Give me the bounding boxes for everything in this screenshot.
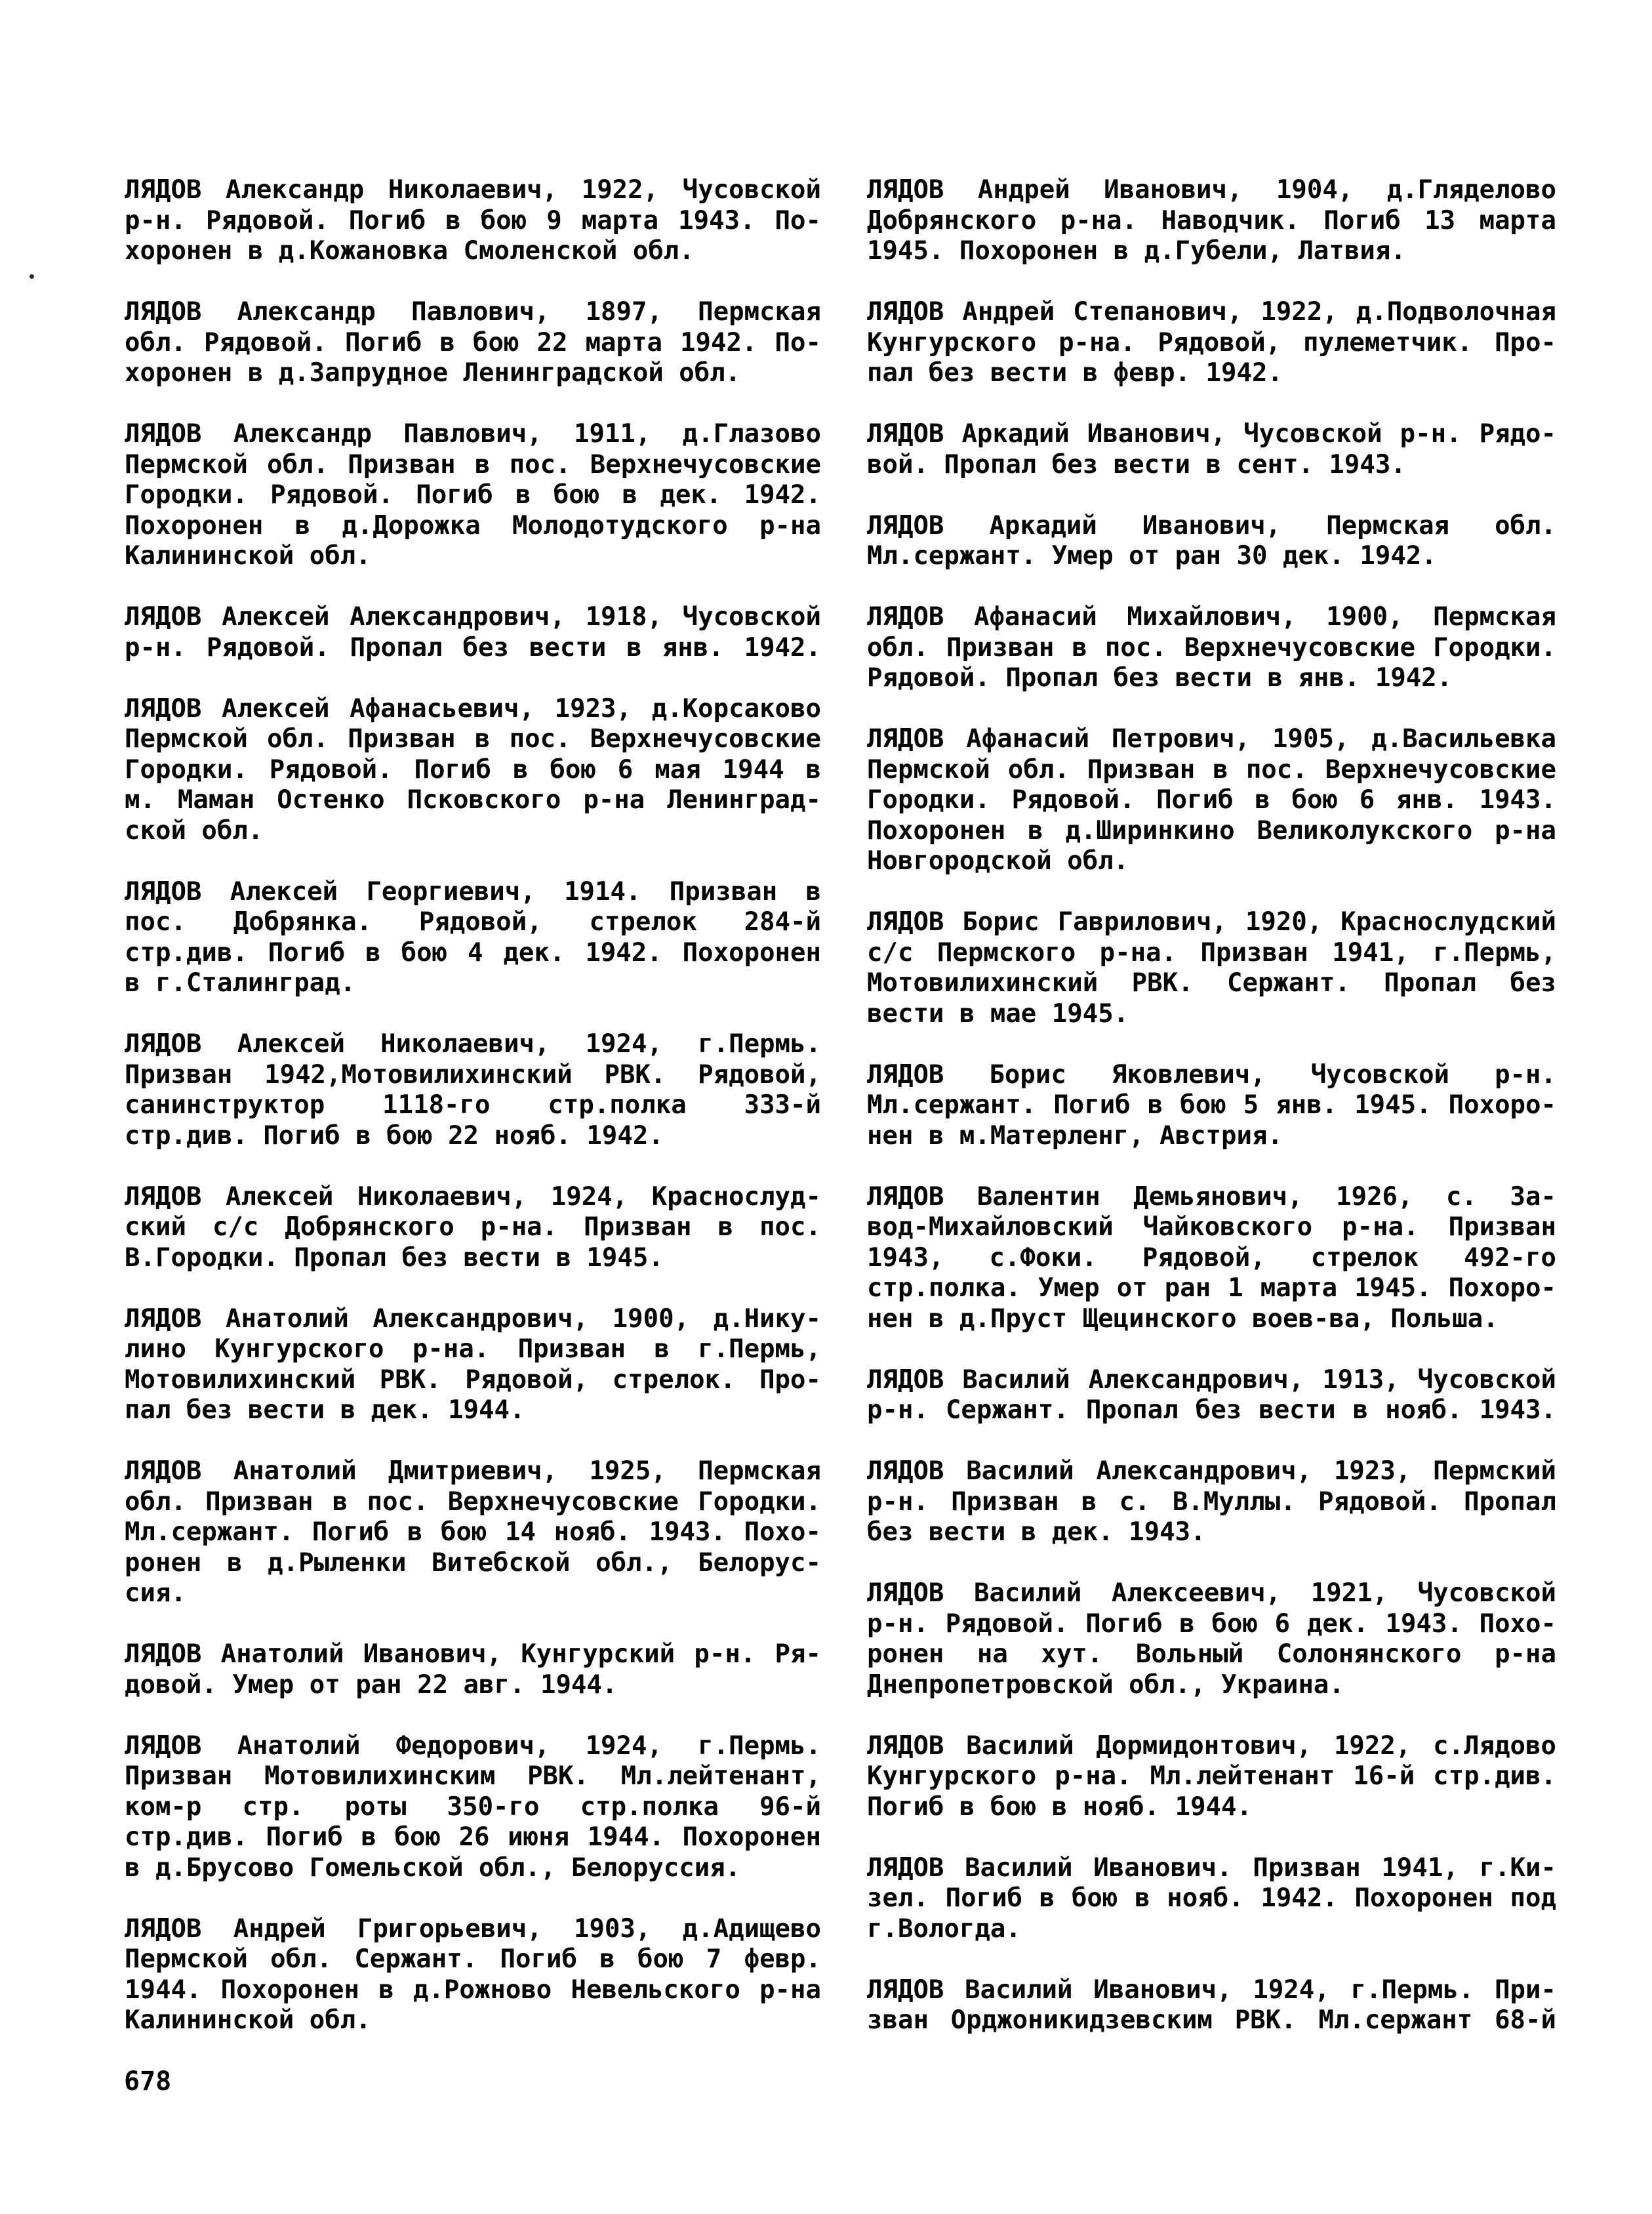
entry-line: ЛЯДОВ Алексей Николаевич, 1924, г.Пермь. [125, 1029, 821, 1059]
entry-line: ронен в д.Рыленки Витебской обл., Белорус- [125, 1548, 821, 1578]
memorial-entry [125, 1456, 821, 1609]
entry-line: хоронен в д.Кожановка Смоленской обл. [125, 236, 695, 266]
entry-line: ЛЯДОВ Афанасий Михайлович, 1900, Пермская [867, 602, 1556, 632]
entry-line: ЛЯДОВ Василий Дормидонтович, 1922, с.Лядово [867, 1731, 1556, 1761]
entry-line: ЛЯДОВ Василий Александрович, 1913, Чусовской [867, 1364, 1556, 1395]
entry-line: Мотовилихинский РВК. Рядовой, стрелок. Про- [125, 1364, 821, 1395]
ink-speck [30, 274, 34, 279]
entry-line: Мл.сержант. Погиб в бою 14 нояб. 1943. Похо- [125, 1517, 821, 1547]
entry-line: ЛЯДОВ Андрей Иванович, 1904, д.Гляделово [867, 175, 1556, 205]
memorial-entry [125, 297, 821, 389]
entry-line: Рядовой. Пропал без вести в янв. 1942. [867, 663, 1453, 693]
memorial-entry [867, 1578, 1556, 1700]
entry-line: Похоронен в д.Дорожка Молодотудского р-на [125, 510, 821, 541]
entry-line: обл. Призван в пос. Верхнечусовские Городки. [125, 1486, 821, 1517]
entry-line: Пермской обл. Призван в пос. Верхнечусовские [125, 449, 821, 480]
entry-line: ЛЯДОВ Андрей Григорьевич, 1903, д.Адищево [125, 1914, 821, 1944]
right-column [867, 175, 1556, 2066]
entry-line: стр.див. Погиб в бою 4 дек. 1942. Похоронен [125, 937, 821, 968]
memorial-entry [867, 175, 1556, 267]
entry-line: ЛЯДОВ Анатолий Дмитриевич, 1925, Пермская [125, 1456, 821, 1486]
entry-line: стр.див. Погиб в бою 22 нояб. 1942. [125, 1120, 664, 1151]
entry-line: 1945. Похоронен в д.Губели, Латвия. [867, 236, 1406, 266]
entry-line: нен в д.Пруст Щецинского воев-ва, Польша. [867, 1303, 1499, 1334]
entry-line: обл. Рядовой. Погиб в бою 22 марта 1942. По- [125, 327, 821, 358]
entry-line: ЛЯДОВ Андрей Степанович, 1922, д.Подволочная [867, 297, 1556, 327]
memorial-entry [867, 602, 1556, 694]
memorial-entry [867, 907, 1556, 1029]
entry-line: ЛЯДОВ Александр Павлович, 1911, д.Глазово [125, 419, 821, 449]
entry-line: Призван 1942,Мотовилихинский РВК. Рядовой, [125, 1059, 821, 1090]
entry-line: Мл.сержант. Умер от ран 30 дек. 1942. [867, 541, 1437, 571]
entry-line: Мл.сержант. Погиб в бою 5 янв. 1945. Похоро- [867, 1090, 1556, 1120]
entry-line: ЛЯДОВ Борис Гаврилович, 1920, Краснослудский [867, 907, 1556, 937]
entry-line: ЛЯДОВ Василий Алексеевич, 1921, Чусовской [867, 1578, 1556, 1608]
entry-line: Новгородской обл. [867, 846, 1129, 876]
memorial-entry [867, 724, 1556, 877]
entry-line: Мотовилихинский РВК. Сержант. Пропал без [867, 968, 1556, 998]
memorial-entry [867, 1365, 1556, 1426]
entry-line: г.Вологда. [867, 1914, 1021, 1944]
entry-line: зел. Погиб в бою в нояб. 1942. Похоронен под [867, 1883, 1556, 1913]
entry-line: санинструктор 1118-го стр.полка 333-й [125, 1090, 821, 1120]
entry-line: Калининской обл. [125, 2005, 371, 2035]
entry-line: Городки. Рядовой. Погиб в бою 6 мая 1944 в [125, 754, 821, 785]
memorial-entry [125, 694, 821, 847]
entry-line: р-н. Призван в с. В.Муллы. Рядовой. Пропал [867, 1486, 1556, 1517]
entry-line: стр.полка. Умер от ран 1 марта 1945. Похоро- [867, 1273, 1556, 1303]
memorial-entry [125, 1731, 821, 1884]
entry-line: р-н. Рядовой. Пропал без вести в янв. 1942. [125, 632, 821, 663]
memorial-entry [125, 877, 821, 999]
entry-line: ЛЯДОВ Борис Яковлевич, Чусовской р-н. [867, 1059, 1556, 1090]
entry-line: ронен на хут. Вольный Солонянского р-на [867, 1639, 1556, 1669]
memorial-entry [867, 1853, 1556, 1945]
entry-line: с/с Пермского р-на. Призван 1941, г.Пермь, [867, 937, 1556, 968]
memorial-entry [125, 175, 821, 267]
page-number: 678 [124, 2066, 172, 2097]
entry-line: ЛЯДОВ Алексей Афанасьевич, 1923, д.Корсаково [125, 693, 821, 724]
entry-line: ЛЯДОВ Алексей Николаевич, 1924, Краснослуд- [125, 1181, 821, 1212]
entry-line: вод-Михайловский Чайковского р-на. Призван [867, 1212, 1556, 1242]
entry-line: Калининской обл. [125, 541, 371, 571]
entry-line: хоронен в д.Запрудное Ленинградской обл. [125, 358, 741, 388]
entry-line: ЛЯДОВ Алексей Георгиевич, 1914. Призван в [125, 876, 821, 907]
entry-line: ЛЯДОВ Василий Иванович, 1924, г.Пермь. При- [867, 1975, 1556, 2005]
entry-line: довой. Умер от ран 22 авг. 1944. [125, 1670, 618, 1700]
entry-line: зван Орджоникидзевским РВК. Мл.сержант 68-й [867, 2005, 1556, 2035]
entry-line: в г.Сталинград. [125, 968, 356, 998]
entry-line: Кунгурского р-на. Рядовой, пулеметчик. Про- [867, 327, 1556, 358]
entry-line: Добрянского р-на. Наводчик. Погиб 13 марта [867, 205, 1556, 236]
entry-line: пал без вести в дек. 1944. [125, 1395, 525, 1425]
entry-line: Кунгурского р-на. Мл.лейтенант 16-й стр.див. [867, 1761, 1556, 1791]
entry-line: 1943, с.Фоки. Рядовой, стрелок 492-го [867, 1242, 1556, 1273]
entry-line: ЛЯДОВ Анатолий Иванович, Кунгурский р-н. Ря- [125, 1639, 821, 1669]
memorial-entry [867, 1456, 1556, 1548]
entry-line: без вести в дек. 1943. [867, 1517, 1206, 1547]
memorial-entry [125, 1639, 821, 1700]
entry-line: пос. Добрянка. Рядовой, стрелок 284-й [125, 907, 821, 937]
entry-line: в д.Брусово Гомельской обл., Белоруссия. [125, 1853, 741, 1883]
entry-line: В.Городки. Пропал без вести в 1945. [125, 1242, 664, 1273]
entry-line: ЛЯДОВ Афанасий Петрович, 1905, д.Васильевка [867, 724, 1556, 754]
entry-line: сия. [125, 1578, 186, 1608]
memorial-entry [867, 1975, 1556, 2036]
memorial-entry [125, 1914, 821, 2036]
entry-line: 1944. Похоронен в д.Рожново Невельского р-на [125, 1975, 821, 2005]
entry-line: обл. Призван в пос. Верхнечусовские Городки. [867, 632, 1556, 663]
entry-line: ЛЯДОВ Василий Иванович. Призван 1941, г.Ки- [867, 1853, 1556, 1883]
entry-line: ЛЯДОВ Александр Николаевич, 1922, Чусовской [125, 175, 821, 205]
entry-line: Пермской обл. Сержант. Погиб в бою 7 февр. [125, 1944, 821, 1974]
entry-line: ЛЯДОВ Александр Павлович, 1897, Пермская [125, 297, 821, 327]
left-column [125, 175, 821, 2066]
entry-line: Городки. Рядовой. Погиб в бою 6 янв. 1943. [867, 785, 1556, 815]
entry-line: вести в мае 1945. [867, 998, 1129, 1029]
entry-line: ЛЯДОВ Василий Александрович, 1923, Пермский [867, 1456, 1556, 1486]
entry-line: Пермской обл. Призван в пос. Верхнечусовские [867, 754, 1556, 785]
entry-line: Пермской обл. Призван в пос. Верхнечусовские [125, 724, 821, 754]
entry-line: р-н. Рядовой. Погиб в бою 6 дек. 1943. Похо- [867, 1609, 1556, 1639]
entry-line: ЛЯДОВ Аркадий Иванович, Чусовской р-н. Рядо- [867, 419, 1556, 449]
entry-line: ЛЯДОВ Аркадий Иванович, Пермская обл. [867, 510, 1556, 541]
entry-line: Днепропетровской обл., Украина. [867, 1670, 1344, 1700]
memorial-entry [125, 1029, 821, 1151]
memorial-entry [867, 1182, 1556, 1335]
memorial-entry [867, 1731, 1556, 1823]
memorial-entry [125, 602, 821, 663]
entry-line: ЛЯДОВ Анатолий Федорович, 1924, г.Пермь. [125, 1731, 821, 1761]
entry-line: нен в м.Матерленг, Австрия. [867, 1120, 1283, 1151]
entry-line: пал без вести в февр. 1942. [867, 358, 1283, 388]
entry-line: Городки. Рядовой. Погиб в бою в дек. 1942. [125, 480, 821, 510]
entry-line: ЛЯДОВ Анатолий Александрович, 1900, д.Нику- [125, 1303, 821, 1334]
entry-line: стр.див. Погиб в бою 26 июня 1944. Похоронен [125, 1822, 821, 1852]
entry-line: ком-р стр. роты 350-го стр.полка 96-й [125, 1792, 821, 1822]
entry-line: Призван Мотовилихинским РВК. Мл.лейтенант, [125, 1761, 821, 1791]
entry-line: ЛЯДОВ Валентин Демьянович, 1926, с. За- [867, 1181, 1556, 1212]
entry-line: Погиб в бою в нояб. 1944. [867, 1792, 1252, 1822]
memorial-entry [867, 1060, 1556, 1152]
entry-line: лино Кунгурского р-на. Призван в г.Пермь, [125, 1334, 821, 1364]
memorial-entry [867, 511, 1556, 572]
entry-line: ЛЯДОВ Алексей Александрович, 1918, Чусовской [125, 602, 821, 632]
memorial-entry [125, 419, 821, 572]
memorial-entry [867, 419, 1556, 480]
entry-line: вой. Пропал без вести в сент. 1943. [867, 449, 1406, 480]
entry-line: ской обл. [125, 815, 264, 846]
memorial-entry [125, 1182, 821, 1274]
entry-line: ский с/с Добрянского р-на. Призван в пос. [125, 1212, 821, 1242]
entry-line: р-н. Сержант. Пропал без вести в нояб. 1943. [867, 1395, 1556, 1425]
entry-line: Похоронен в д.Ширинкино Великолукского р-на [867, 815, 1556, 846]
entry-line: р-н. Рядовой. Погиб в бою 9 марта 1943. По- [125, 205, 821, 236]
memorial-entry [125, 1304, 821, 1426]
memorial-entry [867, 297, 1556, 389]
entry-line: м. Маман Остенко Псковского р-на Ленинград- [125, 785, 821, 815]
